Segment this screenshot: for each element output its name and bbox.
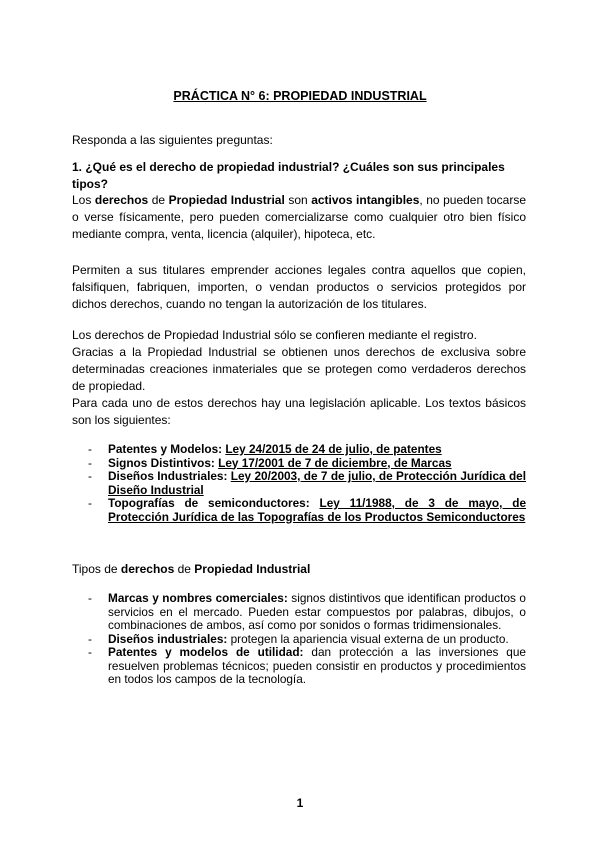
dash-bullet: - [88, 496, 92, 510]
dash-bullet: - [88, 442, 92, 456]
paragraph-registration: Los derechos de Propiedad Industrial sólo se confieren mediante el registro. [72, 328, 477, 342]
paragraph-definition [72, 192, 526, 243]
law-label: Patentes y Modelos: [108, 442, 226, 456]
law-reference: Ley 17/2001 de 7 de diciembre, de Marcas [218, 455, 452, 470]
dash-bullet: - [88, 455, 92, 470]
paragraph-exclusive-rights: Gracias a la Propiedad Industrial se obtienen unos derechos de exclusiva sobre determinadas creaciones inmateriales que se protegen como verdaderos derechos de propiedad. [72, 345, 526, 393]
law-label: Diseños Industriales: [108, 469, 231, 483]
list-item [88, 633, 526, 647]
page-title: PRÁCTICA N° 6: PROPIEDAD INDUSTRIAL [173, 89, 427, 103]
bold-span: activos intangibles [311, 193, 420, 207]
types-heading [72, 561, 526, 578]
text-span: de [174, 562, 195, 576]
bold-span: derechos [120, 562, 175, 576]
page-number: 1 [296, 796, 304, 810]
law-label: Signos Distintivos: [108, 455, 219, 470]
dash-bullet: - [88, 591, 92, 605]
dash-bullet: - [88, 631, 92, 646]
law-reference: Ley 11/1988, de 3 de mayo, de Protección Jurídica de las Topografías de los Productos Semiconductores [108, 496, 527, 524]
type-label: Marcas y nombres comerciales: [108, 591, 288, 605]
law-reference: Ley 24/2015 de 24 de julio, de patentes [225, 442, 442, 456]
bold-span: Propiedad Industrial [194, 562, 311, 576]
type-description: signos distintivos que identifican productos o servicios en el mercado. Pueden estar compuestos por palabras, dibujos, o combinaciones de ambos, así como por sonidos o formas tridimensionales. [108, 591, 526, 632]
paragraph-legislation: Para cada uno de estos derechos hay una legislación aplicable. Los textos básicos son los siguientes: [72, 396, 526, 427]
intro-text: Responda a las siguientes preguntas: [72, 133, 273, 147]
types-list [88, 592, 526, 687]
law-reference: Ley 20/2003, de 7 de julio, de Protección Jurídica del Diseño Industrial [108, 469, 526, 497]
paragraph-legal-actions: Permiten a sus titulares emprender acciones legales contra aquellos que copien, falsifiquen, fabriquen, importen, o vendan productos o servicios protegidos por dichos derechos, cuando no tengan la autorización de los titulares. [72, 263, 526, 311]
dash-bullet: - [88, 469, 92, 483]
law-label: Topografías de semiconductores: [108, 496, 320, 510]
list-item [88, 497, 526, 524]
list-item [88, 457, 526, 471]
bold-span: Propiedad Industrial [168, 193, 285, 207]
text-span: , no pueden tocarse o verse físicamente, pero pueden comercializarse como cualquier otro bien físico mediante compra, venta, licencia (alquiler), hipoteca, etc. [72, 193, 527, 241]
text-span: Tipos de [72, 562, 121, 576]
text-span: son [284, 193, 312, 207]
text-span: Los [72, 193, 95, 207]
type-description: dan protección a las inversiones que resuelven problemas técnicos; pueden consistir en productos y procedimientos en todos los campos de la tecnología. [108, 645, 526, 686]
list-item [88, 443, 526, 457]
bold-span: derechos [94, 193, 149, 207]
list-item [88, 646, 526, 687]
type-label: Diseños industriales: [108, 631, 228, 646]
question-1: 1. ¿Qué es el derecho de propiedad industrial? ¿Cuáles son sus principales tipos? [72, 160, 505, 191]
type-description: protegen la apariencia visual externa de un producto. [227, 631, 509, 646]
dash-bullet: - [88, 645, 92, 659]
text-span: de [148, 193, 169, 207]
list-item [88, 592, 526, 633]
laws-list [88, 443, 526, 524]
list-item [88, 470, 526, 497]
type-label: Patentes y modelos de utilidad: [108, 645, 304, 659]
